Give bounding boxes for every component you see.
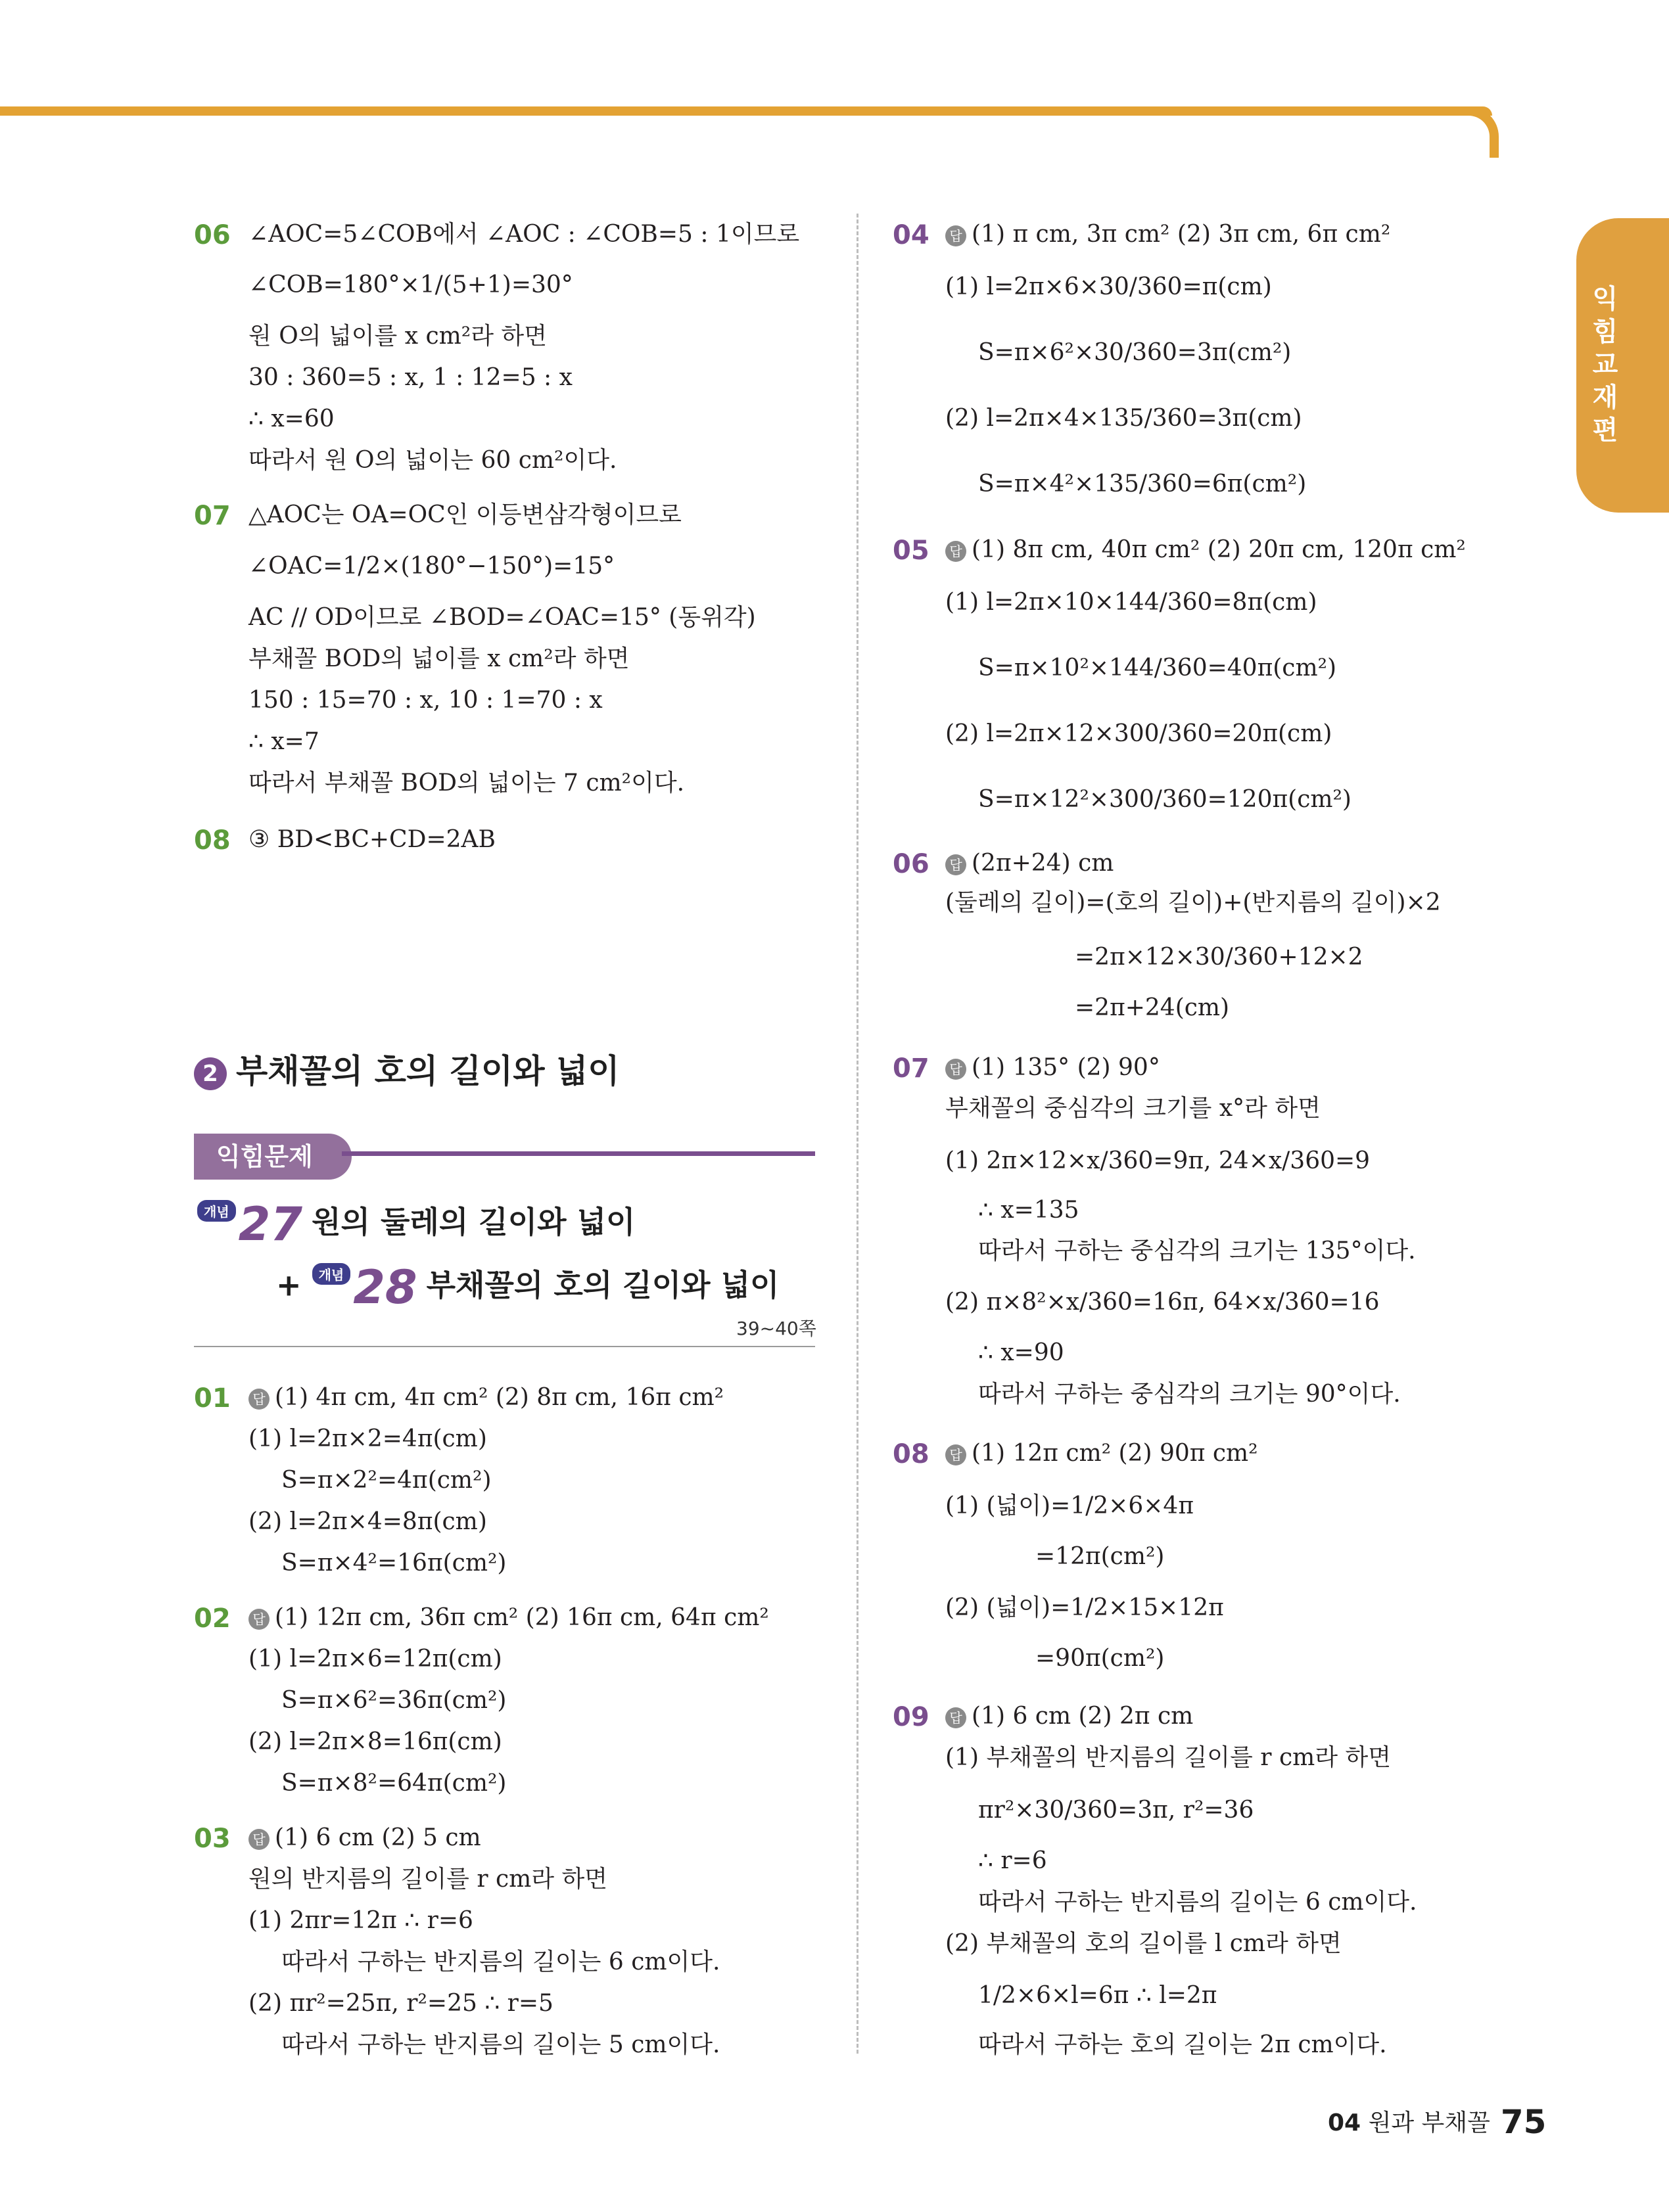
concept-title: 원의 둘레의 길이와 넓이	[312, 1204, 636, 1240]
solution-line: △AOC는 OA=OC인 이등변삼각형이므로	[248, 501, 682, 528]
problem-number: 06	[194, 220, 231, 250]
answer-badge: 답	[945, 1059, 966, 1080]
solution-line: (둘레의 길이)=(호의 길이)+(반지름의 길이)×2	[945, 889, 1441, 916]
concept-badge: 개념	[197, 1200, 236, 1222]
solution-line: 원의 반지름의 길이를 r cm라 하면	[248, 1866, 608, 1893]
solution-line: S=π×10²×144/360=40π(cm²)	[978, 655, 1337, 681]
answer-badge: 답	[945, 854, 966, 875]
answer-line	[248, 1603, 769, 1632]
solution-line: 따라서 부채꼴 BOD의 넓이는 7 cm²이다.	[248, 770, 685, 796]
problem-number: 02	[194, 1603, 231, 1634]
solution-line: ∴ x=7	[248, 728, 319, 755]
top-decorative-bar	[0, 106, 1492, 116]
problem-number: 06	[893, 849, 929, 879]
concept-heading	[276, 1260, 779, 1314]
answer-badge: 답	[248, 1609, 270, 1630]
answer-badge: 답	[945, 1707, 966, 1728]
page-range-rule	[194, 1346, 815, 1347]
answer-text: (1) π cm, 3π cm² (2) 3π cm, 6π cm²	[972, 221, 1391, 248]
answer-text: (1) 6 cm (2) 5 cm	[275, 1824, 481, 1851]
answer-badge: 답	[945, 1444, 966, 1465]
solution-line: (1) l=2π×10×144/360=8π(cm)	[945, 589, 1317, 616]
solution-line: (2) 부채꼴의 호의 길이를 l cm라 하면	[945, 1930, 1342, 1957]
solution-line: =2π×12×30/360+12×2	[1075, 944, 1363, 971]
solution-line: AC // OD이므로 ∠BOD=∠OAC=15° (동위각)	[248, 604, 756, 631]
problem-number: 03	[194, 1824, 231, 1854]
solution-line: =2π+24(cm)	[1075, 994, 1230, 1021]
answer-line	[945, 1053, 1160, 1082]
problem-number: 01	[194, 1383, 231, 1414]
solution-line: 1/2×6×l=6π ∴ l=2π	[978, 1982, 1217, 2009]
column-divider	[857, 214, 858, 2054]
solution-line: 원 O의 넓이를 x cm²라 하면	[248, 323, 547, 350]
solution-line: ∴ x=90	[978, 1339, 1064, 1366]
solution-line: S=π×4²×135/360=6π(cm²)	[978, 471, 1307, 497]
solution-line: ∴ r=6	[978, 1847, 1047, 1874]
solution-line: 부채꼴의 중심각의 크기를 x°라 하면	[945, 1095, 1321, 1122]
problem-number: 08	[893, 1439, 929, 1469]
solution-line: (1) l=2π×6=12π(cm)	[248, 1646, 502, 1672]
section-number: 2	[194, 1057, 227, 1090]
answer-text: (1) 8π cm, 40π cm² (2) 20π cm, 120π cm²	[972, 536, 1466, 563]
solution-line: (1) l=2π×2=4π(cm)	[248, 1425, 487, 1452]
solution-line: S=π×6²=36π(cm²)	[281, 1687, 507, 1714]
solution-line: (2) l=2π×4×135/360=3π(cm)	[945, 405, 1302, 432]
problem-number: 04	[893, 220, 929, 250]
problem-number: 08	[194, 825, 231, 856]
answer-text: (1) 6 cm (2) 2π cm	[972, 1703, 1194, 1730]
solution-line: 따라서 원 O의 넓이는 60 cm²이다.	[248, 447, 617, 474]
concept-number: 27	[238, 1197, 303, 1251]
concept-badge: 개념	[312, 1263, 351, 1285]
solution-line: 부채꼴 BOD의 넓이를 x cm²라 하면	[248, 645, 630, 672]
answer-badge: 답	[945, 541, 966, 562]
solution-line: (1) 2πr=12π ∴ r=6	[248, 1907, 473, 1934]
top-bar-corner	[1467, 106, 1499, 158]
solution-line: S=π×2²=4π(cm²)	[281, 1467, 492, 1494]
problem-number: 09	[893, 1702, 929, 1732]
solution-line: 따라서 구하는 반지름의 길이는 5 cm이다.	[281, 2031, 720, 2058]
page-number: 75	[1500, 2103, 1547, 2141]
solution-line: ∠AOC=5∠COB에서 ∠AOC : ∠COB=5 : 1이므로	[248, 221, 800, 248]
answer-line	[945, 849, 1114, 878]
solution-line: (1) (넓이)=1/2×6×4π	[945, 1492, 1194, 1519]
concept-heading	[197, 1197, 635, 1251]
problem-number: 05	[893, 536, 929, 566]
solution-line: (1) 2π×12×x/360=9π, 24×x/360=9	[945, 1147, 1371, 1174]
problem-number: 07	[194, 501, 231, 531]
solution-line: (1) 부채꼴의 반지름의 길이를 r cm라 하면	[945, 1744, 1392, 1771]
solution-line: (1) l=2π×6×30/360=π(cm)	[945, 273, 1272, 300]
side-tab-char: 교	[1592, 350, 1618, 380]
section-title	[194, 1045, 620, 1092]
solution-line: S=π×6²×30/360=3π(cm²)	[978, 339, 1292, 366]
concept-plus: +	[276, 1267, 302, 1303]
solution-line: 따라서 구하는 반지름의 길이는 6 cm이다.	[978, 1889, 1417, 1916]
solution-line: =12π(cm²)	[1035, 1543, 1165, 1570]
concept-number: 28	[353, 1260, 417, 1314]
side-tab-char: 재	[1592, 382, 1618, 413]
solution-line: ③ BD<BC+CD=2AB	[248, 826, 496, 853]
solution-line: 따라서 구하는 호의 길이는 2π cm이다.	[978, 2031, 1387, 2058]
solution-line: (2) l=2π×8=16π(cm)	[248, 1728, 502, 1755]
side-tab-char: 익	[1592, 284, 1618, 314]
answer-badge: 답	[248, 1829, 270, 1850]
solution-line: (2) l=2π×12×300/360=20π(cm)	[945, 720, 1332, 747]
concept-title: 부채꼴의 호의 길이와 넓이	[426, 1267, 780, 1303]
solution-line: (2) l=2π×4=8π(cm)	[248, 1508, 487, 1535]
solution-line: ∴ x=60	[248, 405, 335, 432]
side-tab-label	[1586, 283, 1625, 447]
solution-line: (2) πr²=25π, r²=25 ∴ r=5	[248, 1990, 553, 2017]
solution-line: =90π(cm²)	[1035, 1645, 1165, 1672]
solution-line: πr²×30/360=3π, r²=36	[978, 1797, 1254, 1824]
answer-text: (1) 135° (2) 90°	[972, 1054, 1160, 1081]
answer-text: (2π+24) cm	[972, 850, 1114, 877]
answer-line	[945, 1702, 1193, 1731]
problem-number: 07	[893, 1053, 929, 1084]
practice-label: 익힘문제	[194, 1134, 352, 1180]
answer-line	[945, 1439, 1258, 1468]
page-range: 39~40쪽	[736, 1318, 816, 1339]
solution-line: 30 : 360=5 : x, 1 : 12=5 : x	[248, 364, 573, 391]
solution-line: (2) π×8²×x/360=16π, 64×x/360=16	[945, 1289, 1380, 1316]
practice-label-rule	[342, 1151, 815, 1156]
page-footer	[1328, 2103, 1546, 2141]
solution-line: S=π×12²×300/360=120π(cm²)	[978, 786, 1352, 813]
answer-badge: 답	[945, 225, 966, 246]
answer-line	[945, 536, 1466, 565]
answer-text: (1) 12π cm, 36π cm² (2) 16π cm, 64π cm²	[275, 1604, 769, 1631]
footer-chapter: 04	[1328, 2109, 1361, 2136]
solution-line: ∠COB=180°×1/(5+1)=30°	[248, 271, 573, 298]
answer-line	[945, 220, 1390, 249]
section-title-text: 부채꼴의 호의 길이와 넓이	[236, 1052, 620, 1090]
solution-line: ∴ x=135	[978, 1197, 1079, 1224]
answer-line	[248, 1824, 481, 1853]
solution-line: 따라서 구하는 중심각의 크기는 135°이다.	[978, 1237, 1416, 1264]
side-tab-char: 편	[1592, 415, 1618, 446]
answer-text: (1) 4π cm, 4π cm² (2) 8π cm, 16π cm²	[275, 1384, 724, 1411]
solution-line: 150 : 15=70 : x, 10 : 1=70 : x	[248, 687, 603, 714]
solution-line: 따라서 구하는 반지름의 길이는 6 cm이다.	[281, 1948, 720, 1975]
answer-text: (1) 12π cm² (2) 90π cm²	[972, 1440, 1258, 1467]
solution-line: S=π×8²=64π(cm²)	[281, 1770, 507, 1797]
solution-line: (2) (넓이)=1/2×15×12π	[945, 1594, 1224, 1621]
solution-line: S=π×4²=16π(cm²)	[281, 1550, 507, 1577]
solution-line: 따라서 구하는 중심각의 크기는 90°이다.	[978, 1381, 1401, 1408]
solution-line: ∠OAC=1/2×(180°−150°)=15°	[248, 553, 615, 580]
side-tab-char: 힘	[1592, 317, 1618, 347]
answer-badge: 답	[248, 1389, 270, 1410]
footer-title: 원과 부채꼴	[1368, 2109, 1490, 2136]
answer-line	[248, 1383, 724, 1412]
